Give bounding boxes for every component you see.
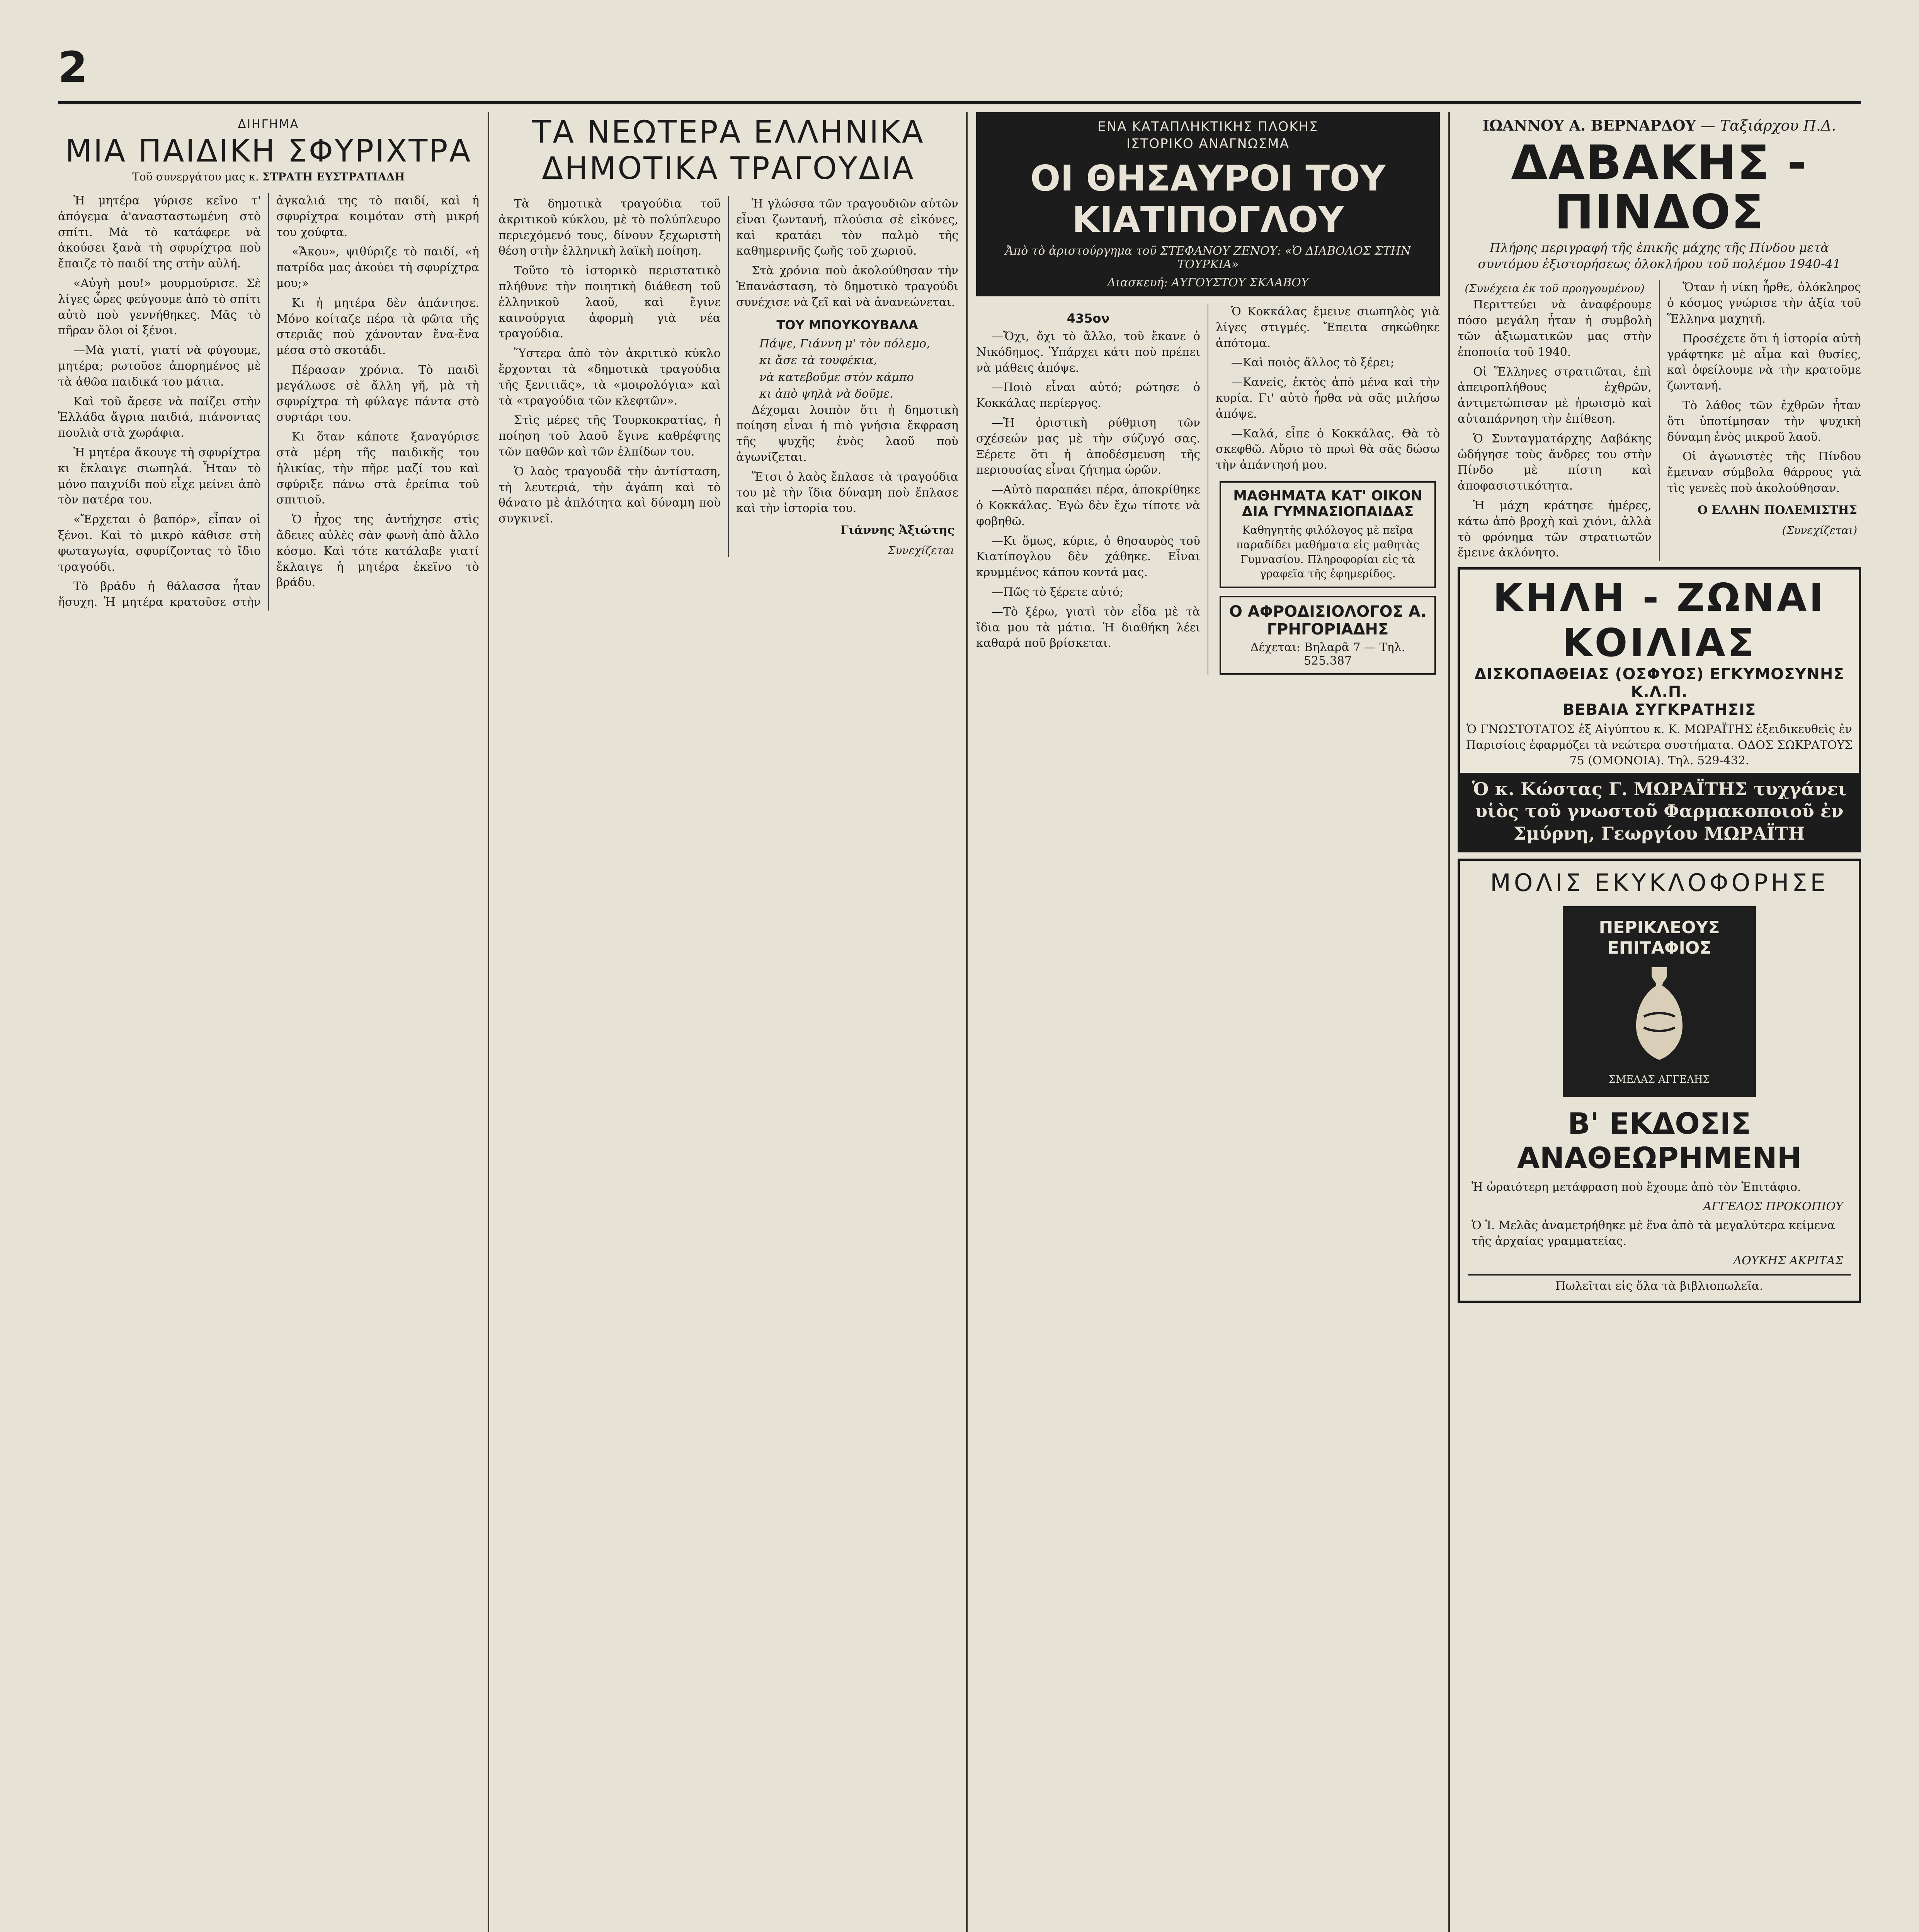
serial-paragraph: —Καλά, εἶπε ὁ Κοκκάλας. Θὰ τὸ σκεφθῶ. Αὔριο τὸ πρωὶ θὰ σᾶς δώσω τὴν ἀπάντησή μου.: [1216, 427, 1440, 472]
book-ad-heading: ΜΟΛΙΣ ΕΚΥΚΛΟΦΟΡΗΣΕ: [1490, 869, 1829, 897]
serial-paragraph: —Τὸ ξέρω, γιατὶ τὸν εἶδα μὲ τὰ ἴδια μου τὰ μάτια. Ἡ διαθήκη λέει καθαρά ποῦ βρίσκεται.: [976, 605, 1200, 650]
hernia-ad-subtitle2: ΒΕΒΑΙΑ ΣΥΓΚΡΑΤΗΣΙΣ: [1562, 701, 1756, 719]
serial-translator: Διασκευή: ΑΥΓΟΥΣΤΟΥ ΣΚΛΑΒΟΥ: [1107, 276, 1309, 289]
book-ad-footer: Πωλεῖται εἰς ὅλα τὰ βιβλιοπωλεῖα.: [1468, 1274, 1851, 1293]
story-body: [58, 193, 479, 611]
history-topline: ΙΩΑΝΝΟΥ Α. ΒΕΡΝΑΡΔΟΥ — Ταξιάρχου Π.Δ.: [1482, 117, 1836, 134]
history-paragraph: Ἡ μάχη κράτησε ἡμέρες, κάτω ἀπὸ βροχὴ καὶ χιόνι, ἀλλὰ τὸ φρόνημα τῶν στρατιωτῶν ἔμεινε ἀκλόνητο.: [1458, 498, 1652, 560]
column-folk-songs: [498, 112, 958, 1932]
story-byline: [58, 170, 479, 183]
story-title: ΜΙΑ ΠΑΙΔΙΚΗ ΣΦΥΡΙΧΤΡΑ: [65, 133, 472, 169]
story-paragraph: Κι ἡ μητέρα δὲν ἀπάντησε. Μόνο κοίταζε πέρα τὰ φῶτα τῆς στεριᾶς ποὺ χάνονταν ἕνα-ἕνα μέσα στὸ σκοτάδι.: [276, 296, 479, 357]
story-paragraph: —Μὰ γιατί, γιατί νὰ φύγουμε, μητέρα; ρωτοῦσε ἀπορημένος μὲ τὰ ἀθῶα παιδικά του μάτια.: [58, 344, 261, 389]
hernia-ad-subtitle: ΔΙΣΚΟΠΑΘΕΙΑΣ (ΟΣΦΥΟΣ) ΕΓΚΥΜΟΣΥΝΗΣ Κ.Λ.Π.: [1474, 665, 1844, 701]
article-paragraph: Ἔτσι ὁ λαὸς ἔπλασε τὰ τραγούδια του μὲ τὴν ἴδια δύναμη ποὺ ἔπλασε καὶ τὴν ἱστορία του.: [736, 470, 958, 515]
serial-paragraph: —Καὶ ποιὸς ἄλλος τὸ ξέρει;: [1231, 356, 1394, 370]
serial-paragraph: —Κι ὅμως, κύριε, ὁ θησαυρὸς τοῦ Κιατίπογλου δὲν χάθηκε. Εἶναι κρυμμένος κάπου κοντά μας.: [976, 534, 1200, 580]
serial-source: Ἀπὸ τὸ ἀριστούργημα τοῦ ΣΤΕΦΑΝΟΥ ΖΕΝΟΥ: «Ὁ ΔΙΑΒΟΛΟΣ ΣΤΗΝ ΤΟΥΡΚΙΑ»: [1005, 244, 1411, 271]
book-reviewer1: ΑΓΓΕΛΟΣ ΠΡΟΚΟΠΙΟΥ: [1703, 1200, 1843, 1214]
column-divider: [1448, 112, 1450, 1932]
poem-heading: ΤΟΥ ΜΠΟΥΚΟΥΒΑΛΑ: [776, 317, 918, 332]
story-paragraph: «Αὐγὴ μου!» μουρμούρισε. Σὲ λίγες ὧρες φεύγουμε ἀπὸ τὸ σπίτι αὐτὸ ποὺ γεννήθηκες. Μᾶς τὸ πῆραν ὅλοι οἱ ξένοι.: [58, 276, 261, 338]
hernia-ad-strip: Ὁ κ. Κώστας Γ. ΜΩΡΑΪΤΗΣ τυχγάνει υἱὸς τοῦ γνωστοῦ Φαρμακοποιοῦ ἐν Σμύρνη, Γεωργίου ΜΩΡΑΪΤΗ: [1460, 773, 1859, 850]
history-title: ΔΑΒΑΚΗΣ - ΠΙΝΔΟΣ: [1511, 135, 1808, 240]
article-paragraph: Τὰ δημοτικὰ τραγούδια τοῦ ἀκριτικοῦ κύκλου, μὲ τὸ πολύπλευρο περιεχόμενό τους, δίνουν ξεχωριστὴ θέση στὴν ἑλληνικὴ λαϊκὴ ποίηση.: [498, 197, 721, 258]
byline-author: ΣΤΡΑΤΗ ΕΥΣΤΡΑΤΙΑΔΗ: [262, 170, 405, 183]
poem-line: νὰ κατεβοῦμε στὸν κάμπο: [759, 370, 914, 384]
hernia-ad-title: ΚΗΛΗ - ΖΩΝΑΙ ΚΟΙΛΙΑΣ: [1493, 575, 1826, 666]
serial-paragraph: —Ὄχι, ὄχι τὸ ἄλλο, τοῦ ἔκανε ὁ Νικόδημος. Ὑπάρχει κάτι ποὺ πρέπει νὰ μάθεις ἀπόψε.: [976, 330, 1200, 375]
history-paragraph: Ὅταν ἡ νίκη ἦρθε, ὁλόκληρος ὁ κόσμος γνώρισε τὴν ἀξία τοῦ Ἕλληνα μαχητῆ.: [1667, 281, 1861, 326]
story-paragraph: Κι ὅταν κάποτε ξαναγύρισε στὰ μέρη τῆς παιδικῆς του ἡλικίας, τὴν πῆρε μαζί του καὶ σφύριξε πάνω στὰ ἐρείπια τοῦ σπιτιοῦ.: [276, 430, 479, 507]
poem-line: Πάψε, Γιάννη μ' τὸν πόλεμο,: [759, 337, 930, 350]
poem-line: κι ἀπὸ ψηλὰ νὰ δοῦμε.: [759, 387, 893, 401]
story-paragraph: Τὸ βράδυ ἡ θάλασσα ἦταν ἥσυχη. Ἡ μητέρα κρατοῦσε στὴν ἀγκαλιά της τὸ παιδί, καὶ ἡ σφυρίχτρα κοιμόταν στὴ μικρή του χούφτα.: [58, 194, 479, 609]
serial-paragraph: —Ποιὸ εἶναι αὐτό; ρώτησε ὁ Κοκκάλας περίεργος.: [976, 381, 1200, 410]
article-paragraph: Δέχομαι λοιπὸν ὅτι ἡ δημοτικὴ ποίηση εἶναι ἡ πιὸ γνήσια ἔκφραση τῆς ψυχῆς ἑνὸς λαοῦ ποὺ ἀγωνίζεται.: [736, 403, 958, 464]
book-cover: [1563, 906, 1756, 1097]
history-paragraph: Οἱ ἀγωνιστὲς τῆς Πίνδου ἔμειναν σύμβολα θάρρους γιὰ τὶς γενεὲς ποὺ ἀκολούθησαν.: [1667, 450, 1861, 495]
article-title-line2: ΔΗΜΟΤΙΚΑ ΤΡΑΓΟΥΔΙΑ: [542, 150, 915, 186]
continued-note: (Συνέχεια ἐκ τοῦ προηγουμένου): [1465, 282, 1645, 295]
book-author: ΣΜΕΛΑΣ ΑΓΓΕΛΗΣ: [1609, 1073, 1710, 1085]
history-paragraph: Ὁ Συνταγματάρχης Δαβάκης ὡδήγησε τοὺς ἄνδρες του στὴν Πίνδο μὲ πίστη καὶ ἀποφασιστικότητα.: [1458, 432, 1652, 493]
history-paragraph: Τὸ λάθος τῶν ἐχθρῶν ἦταν ὅτι ὑποτίμησαν τὴν ψυχικὴ δύναμη ἑνὸς μικροῦ λαοῦ.: [1667, 398, 1861, 444]
article-continued: Συνεχίζεται: [888, 544, 954, 557]
story-paragraph: Καὶ τοῦ ἄρεσε νὰ παίζει στὴν Ἐλλάδα ἄγρια παιδιά, πιάνοντας πουλιὰ στὰ χωράφια.: [58, 395, 261, 440]
story-kicker: ΔΙΗΓΗΜΑ: [238, 117, 299, 131]
story-paragraph: «Ἄκου», ψιθύριζε τὸ παιδί, «ἡ πατρίδα μας ἀκούει τὴ σφυρίχτρα μου;»: [276, 245, 479, 290]
story-paragraph: «Ἔρχεται ὁ βαπόρ», εἶπαν οἱ ξένοι. Καὶ τὸ μικρὸ κάθισε στὴ φωταγωγία, σφυρίζοντας τὸ ἴδιο τραγούδι.: [58, 513, 261, 574]
history-author: ΙΩΑΝΝΟΥ Α. ΒΕΡΝΑΡΔΟΥ: [1482, 117, 1696, 134]
banner-line2: ΙΣΤΟΡΙΚΟ ΑΝΑΓΝΩΣΜΑ: [1126, 136, 1290, 151]
history-rank: Ταξιάρχου Π.Δ.: [1720, 117, 1836, 134]
doctor-ad-body: Δέχεται: Βηλαρᾶ 7 — Τηλ. 525.387: [1250, 641, 1405, 668]
story-paragraph: Ὁ ἦχος της ἀντήχησε στὶς ἄδειες αὐλὲς σὰν φωνὴ ἀπὸ ἄλλο κόσμο. Καὶ τότε κατάλαβε γιατί ἔκλαιγε ἡ μητέρα ἐκεῖνο τὸ βράδυ.: [276, 513, 479, 590]
story-paragraph: Ἡ μητέρα ἄκουγε τὴ σφυρίχτρα κι ἔκλαιγε σιωπηλά. Ἦταν τὸ μόνο παιχνίδι ποὺ εἶχε μείνει ἀπὸ τὸν πατέρα του.: [58, 446, 261, 507]
serial-body: [976, 304, 1440, 675]
column-divider: [488, 112, 489, 1932]
serial-paragraph: Ὁ Κοκκάλας ἔμεινε σιωπηλὸς γιὰ λίγες στιγμές. Ἔπειτα σηκώθηκε ἀπότομα.: [1216, 305, 1440, 350]
poem-line: κι ἄσε τὰ τουφέκια,: [759, 354, 877, 367]
story-paragraph: Ἡ μητέρα γύρισε κεῖνο τ' ἀπόγεμα ἀ'ανασταστωμένη στὸ σπίτι. Μὰ τὸ κατάφερε νὰ ἀκούσει ξανὰ τὴ σφυρίχτρα ποὺ ἔπαιζε τὸ παιδί της στὴν αὐλή.: [58, 194, 261, 271]
history-paragraph: Περιττεύει νὰ ἀναφέρουμε πόσο μεγάλη ἦταν ἡ συμβολὴ τῶν ἀξιωματικῶν μας στὴν ἐποποιία τοῦ 1940.: [1458, 298, 1652, 359]
lessons-ad-body: Καθηγητὴς φιλόλογος μὲ πεῖρα παραδίδει μαθήματα εἰς μαθητὰς Γυμνασίου. Πληροφορίαι εἰς τὰ γραφεῖα τῆς ἐφημερίδος.: [1236, 523, 1419, 580]
book-reviewer2: ΛΟΥΚΗΣ ΑΚΡΙΤΑΣ: [1733, 1254, 1843, 1268]
page-number: 2: [58, 43, 88, 92]
vase-icon: [1621, 963, 1698, 1063]
lessons-ad: [1220, 481, 1436, 588]
byline-prefix: Τοῦ συνεργάτου μας κ.: [132, 170, 259, 183]
book-edition: Β' ΕΚΔΟΣΙΣ ΑΝΑΘΕΩΡΗΜΕΝΗ: [1517, 1106, 1802, 1175]
column-history: [1458, 112, 1861, 1932]
hernia-ad: [1458, 567, 1861, 852]
doctor-ad: [1220, 596, 1436, 675]
article-paragraph: Στὰ χρόνια ποὺ ἀκολούθησαν τὴν Ἐπανάσταση, τὸ δημοτικὸ τραγούδι συνέχισε νὰ ζεῖ καὶ νὰ ἀνανεώνεται.: [736, 264, 958, 309]
serial-paragraph: —Αὐτὸ παραπάει πέρα, ἀποκρίθηκε ὁ Κοκκάλας. Ἐγὼ δὲν ἔχω τίποτε νὰ φοβηθῶ.: [976, 483, 1200, 528]
column-story: [58, 112, 479, 1932]
book-ad: [1458, 859, 1861, 1303]
episode-number: 435ον: [1067, 311, 1110, 326]
serial-title: ΟΙ ΘΗΣΑΥΡΟΙ ΤΟΥ ΚΙΑΤΙΠΟΓΛΟΥ: [1030, 158, 1386, 240]
lessons-ad-heading: ΜΑΘΗΜΑΤΑ ΚΑΤ' ΟΙΚΟΝ ΔΙΑ ΓΥΜΝΑΣΙΟΠΑΙΔΑΣ: [1233, 488, 1422, 520]
column-serial: [976, 112, 1440, 1932]
history-continued: (Συνεχίζεται): [1782, 524, 1857, 537]
article-paragraph: Ὁ λαὸς τραγουδᾶ τὴν ἀντίσταση, τὴ λευτεριά, τὴν ἀγάπη καὶ τὸ θάνατο μὲ ἁπλότητα καὶ δύναμη ποὺ συγκινεῖ.: [498, 464, 721, 526]
history-signature: Ο ΕΛΛΗΝ ΠΟΛΕΜΙΣΤΗΣ: [1697, 503, 1857, 517]
article-paragraph: Τοῦτο τὸ ἱστορικὸ περιστατικὸ πλήθυνε τὴν ποιητικὴ διάθεση τοῦ ἑλληνικοῦ λαοῦ, καὶ ἔγινε καινούργια ἀφορμὴ γιὰ νέα τραγούδια.: [498, 264, 721, 341]
article-paragraph: Στὶς μέρες τῆς Τουρκοκρατίας, ἡ ποίηση τοῦ λαοῦ ἔγινε καθρέφτης τῶν παθῶν καὶ τῶν ἐλπίδων του.: [498, 413, 721, 459]
top-rule: [58, 101, 1861, 104]
hernia-ad-text: Ὁ ΓΝΩΣΤΟΤΑΤΟΣ ἐξ Αἰγύπτου κ. Κ. ΜΩΡΑΪΤΗΣ ἐξειδικευθεὶς ἐν Παρισίοις ἐφαρμόζει τὰ νεώτερα συστήματα. ΟΔΟΣ ΣΩΚΡΑΤΟΥΣ 75 (ΟΜΟΝΟΙΑ). Τηλ. 529-432.: [1466, 723, 1853, 768]
history-paragraph: Οἱ Ἕλληνες στρατιῶται, ἐπὶ ἀπειροπλήθους ἐχθρῶν, ἀντιμετώπισαν μὲ ἡρωισμὸ καὶ αὐταπάρνηση τὴν ἐπίθεση.: [1458, 365, 1652, 426]
column-divider: [966, 112, 968, 1932]
serial-paragraph: —Ἡ ὁριστικὴ ρύθμιση τῶν σχέσεών μας μὲ τὴν σύζυγό σας. Ξέρετε ὅτι ἡ ἀποδέσμευση τῆς περιουσίας εἶναι ζήτημα ὡρῶν.: [976, 416, 1200, 477]
history-paragraph: Προσέχετε ὅτι ἡ ἱστορία αὐτὴ γράφτηκε μὲ αἷμα καὶ θυσίες, καὶ ὀφείλουμε νὰ τὴν κρατοῦμε ζωντανή.: [1667, 332, 1861, 393]
article-title-line1: ΤΑ ΝΕΩΤΕΡΑ ΕΛΛΗΝΙΚΑ: [532, 114, 925, 150]
book-title: ΠΕΡΙΚΛΕΟΥΣ ΕΠΙΤΑΦΙΟΣ: [1599, 918, 1720, 958]
book-review1: Ἡ ὡραιότερη μετάφραση ποὺ ἔχουμε ἀπὸ τὸν Ἐπιτάφιο.: [1472, 1180, 1801, 1194]
book-review2: Ὁ Ἰ. Μελᾶς ἀναμετρήθηκε μὲ ἕνα ἀπὸ τὰ μεγαλύτερα κείμενα τῆς ἀρχαίας γραμματείας.: [1472, 1219, 1835, 1248]
history-description: Πλήρης περιγραφή τῆς ἐπικῆς μάχης τῆς Πίνδου μετὰ συντόμου ἐξιστορήσεως ὁλοκλήρου τοῦ πολέμου 1940-41: [1478, 240, 1841, 271]
serial-paragraph: —Πῶς τὸ ξέρετε αὐτό;: [992, 585, 1124, 599]
article-signature: Γιάννης Ἀξιώτης: [840, 524, 954, 537]
article-body: [498, 196, 958, 557]
story-paragraph: Πέρασαν χρόνια. Τὸ παιδὶ μεγάλωσε σὲ ἄλλη γῆ, μὰ τὴ σφυρίχτρα τὴ φύλαγε πάντα στὸ συρτάρι του.: [276, 363, 479, 424]
article-paragraph: Ὕστερα ἀπὸ τὸν ἀκριτικὸ κύκλο ἔρχονται τὰ «δημοτικὰ τραγούδια τῆς ξενιτιᾶς», τὰ «μοιρολόγια» καὶ τὰ «τραγούδια τῶν κλεφτῶν».: [498, 347, 721, 408]
doctor-ad-heading: Ο ΑΦΡΟΔΙΣΙΟΛΟΓΟΣ Α. ΓΡΗΓΟΡΙΑΔΗΣ: [1229, 603, 1427, 639]
banner-line1: ΕΝΑ ΚΑΤΑΠΛΗΚΤΙΚΗΣ ΠΛΟΚΗΣ: [1097, 119, 1318, 134]
serial-paragraph: —Κανείς, ἐκτὸς ἀπὸ μένα καὶ τὴν κυρία. Γι' αὐτὸ ἦρθα νὰ σᾶς μιλήσω ἀπόψε.: [1216, 376, 1440, 421]
article-paragraph: Ἡ γλώσσα τῶν τραγουδιῶν αὐτῶν εἶναι ζωντανή, πλούσια σὲ εἰκόνες, καὶ κρατάει τὸν παλμὸ τῆς καθημερινῆς ζωῆς τοῦ χωριοῦ.: [736, 197, 958, 258]
serial-banner: [976, 112, 1440, 296]
history-body: [1458, 280, 1861, 561]
